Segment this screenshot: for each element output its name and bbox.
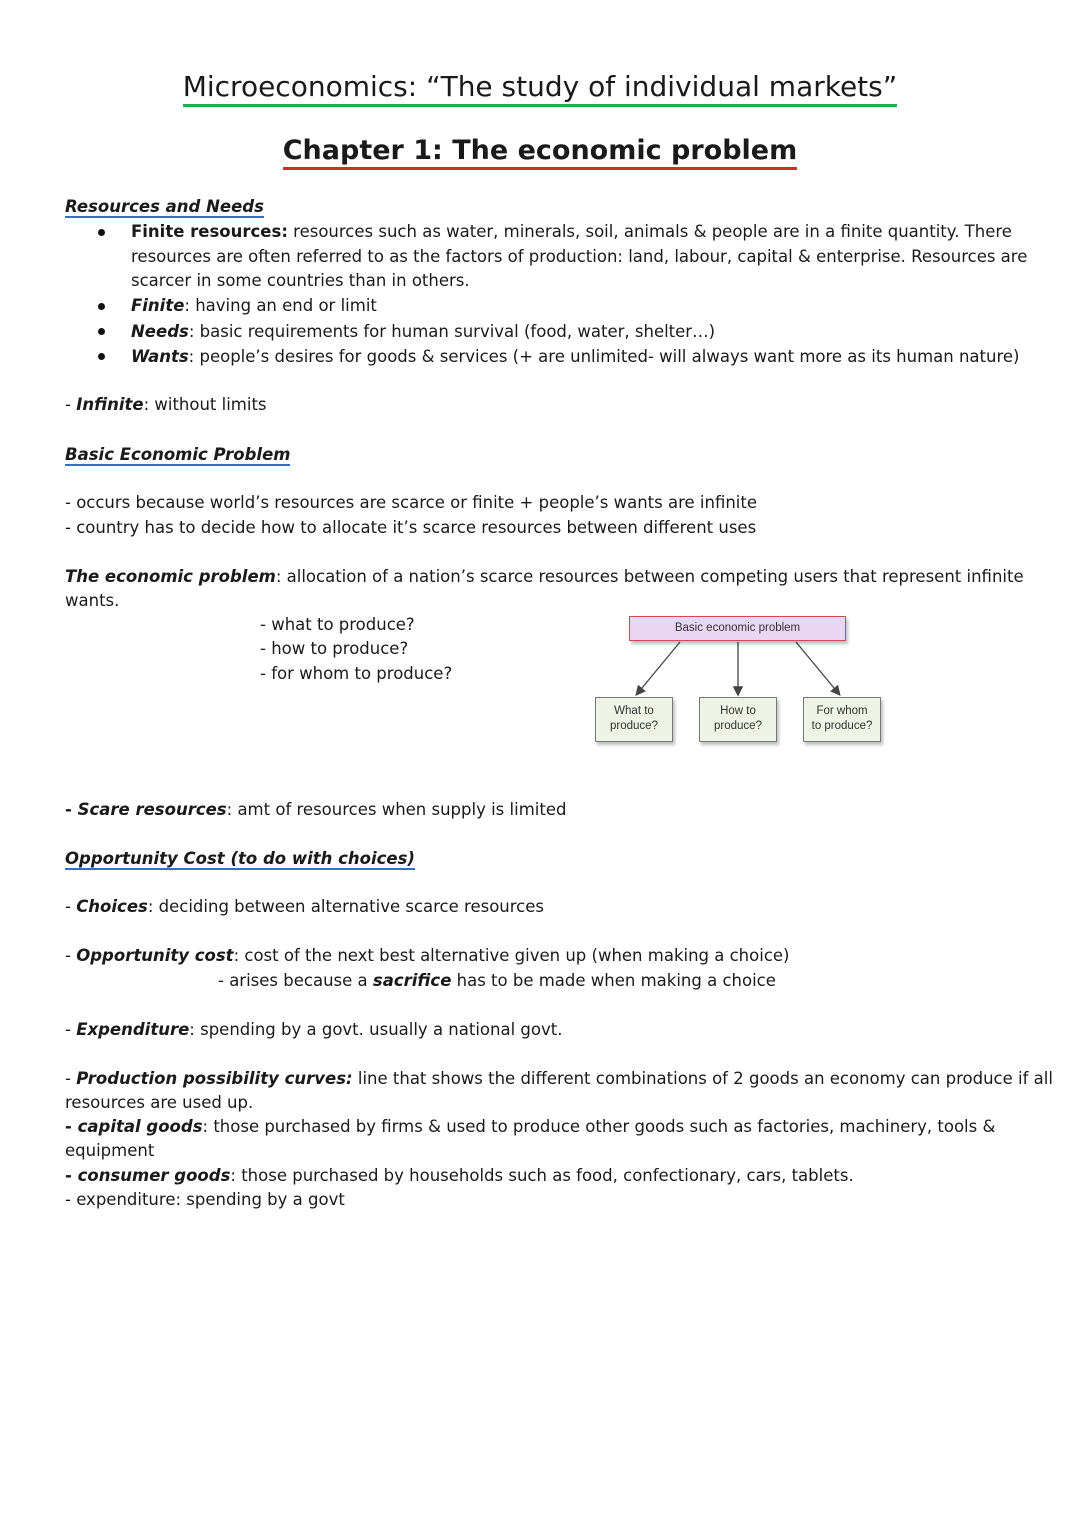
infinite-definition: - Infinite: without limits <box>65 395 267 414</box>
wants-definition: Wants: people’s desires for goods & services (+ are unlimited- will always want more as its human nature) <box>131 347 1020 366</box>
diagram-box-basic-problem: Basic economic problem <box>629 616 846 641</box>
problem-line-2: - country has to decide how to allocate it’s scarce resources between different uses <box>65 518 757 537</box>
scare-resources-definition: - Scare resources: amt of resources when supply is limited <box>65 800 567 819</box>
opportunity-cost-definition: - Opportunity cost: cost of the next best alternative given up (when making a choice) <box>65 946 790 965</box>
diagram-box-what: What to produce? <box>595 697 673 742</box>
section-heading-opportunity-cost: Opportunity Cost (to do with choices) <box>65 849 415 868</box>
economic-problem-line-1: The economic problem: allocation of a nation’s scarce resources between competing users that represent infinite <box>65 567 1024 586</box>
diagram-box-how: How to produce? <box>699 697 777 742</box>
finite-resources-line-2: resources are often referred to as the factors of production: land, labour, capital & enterprise. Resources are <box>131 247 1028 266</box>
arrow-whom <box>796 642 839 694</box>
page-title: Microeconomics: “The study of individual markets” <box>0 68 1080 106</box>
expenditure-line: - expenditure: spending by a govt <box>65 1190 345 1209</box>
question-what: - what to produce? <box>260 615 415 634</box>
needs-definition: Needs: basic requirements for human survival (food, water, shelter…) <box>131 322 716 341</box>
sacrifice-line: - arises because a sacrifice has to be made when making a choice <box>218 971 776 990</box>
ppc-definition-line-2: resources are used up. <box>65 1093 254 1112</box>
capital-goods-line-2: equipment <box>65 1141 155 1160</box>
ppc-definition-line-1: - Production possibility curves: line that shows the different combinations of 2 goods an economy can produce if all <box>65 1069 1053 1088</box>
diagram-box-whom: For whom to produce? <box>803 697 881 742</box>
section-heading-basic-problem: Basic Economic Problem <box>65 445 291 464</box>
section-heading-resources: Resources and Needs <box>65 197 264 216</box>
finite-resources-line-1: Finite resources: resources such as water, minerals, soil, animals & people are in a finite quantity. There <box>131 222 1012 241</box>
question-whom: - for whom to produce? <box>260 664 453 683</box>
finite-resources-line-3: scarcer in some countries than in others. <box>131 271 470 290</box>
capital-goods-line-1: - capital goods: those purchased by firms & used to produce other goods such as factories, machinery, tools & <box>65 1117 996 1136</box>
choices-definition: - Choices: deciding between alternative scarce resources <box>65 897 544 916</box>
problem-line-1: - occurs because world’s resources are scarce or finite + people’s wants are infinite <box>65 493 758 512</box>
question-how: - how to produce? <box>260 639 409 658</box>
finite-definition: Finite: having an end or limit <box>131 296 377 315</box>
economic-problem-line-2: wants. <box>65 591 120 610</box>
chapter-title: Chapter 1: The economic problem <box>0 132 1080 170</box>
arrow-what <box>637 642 680 694</box>
expenditure-definition: - Expenditure: spending by a govt. usually a national govt. <box>65 1020 563 1039</box>
consumer-goods-definition: - consumer goods: those purchased by households such as food, confectionary, cars, tablets. <box>65 1166 854 1185</box>
